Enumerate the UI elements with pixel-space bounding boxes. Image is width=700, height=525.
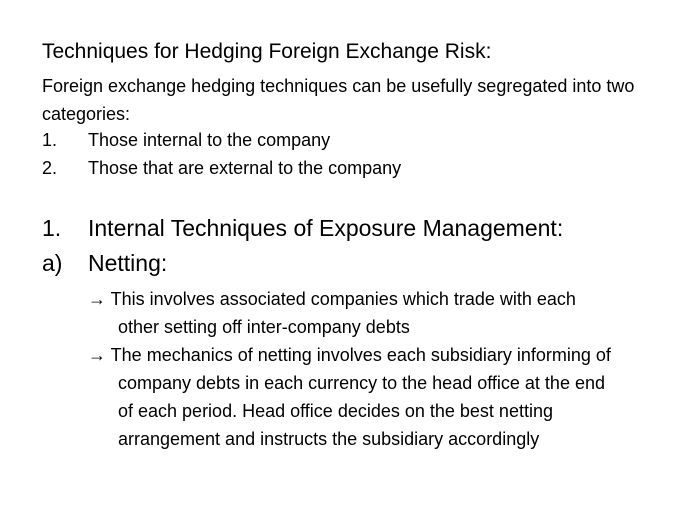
section-heading — [42, 215, 642, 245]
section-title: Internal Techniques of Exposure Management: — [88, 215, 564, 241]
bullet-line: → The mechanics of netting involves each subsidiary informing of — [88, 345, 611, 365]
slide-title: Techniques for Hedging Foreign Exchange Risk: — [42, 40, 492, 63]
bullet-point — [88, 341, 678, 453]
subsection-title: Netting: — [88, 250, 168, 276]
section-number: 1. — [42, 215, 62, 241]
subsection-heading — [42, 250, 642, 280]
bullet-line: of each period. Head office decides on the best netting — [118, 401, 553, 421]
category-item-internal — [42, 130, 642, 154]
list-text: Those internal to the company — [88, 130, 331, 150]
bullet-line: → This involves associated companies which trade with each — [88, 289, 576, 309]
bullet-line: arrangement and instructs the subsidiary accordingly — [118, 429, 540, 449]
category-item-external — [42, 158, 642, 182]
bullet-line: company debts in each currency to the head office at the end — [118, 373, 605, 393]
bullet-point — [88, 285, 678, 341]
intro-paragraph: Foreign exchange hedging techniques can be usefully segregated into two categories: — [42, 76, 635, 124]
list-text: Those that are external to the company — [88, 158, 402, 178]
subsection-number: a) — [42, 250, 63, 276]
bullet-line: other setting off inter-company debts — [118, 317, 410, 337]
list-number: 1. — [42, 130, 58, 150]
list-number: 2. — [42, 158, 58, 178]
